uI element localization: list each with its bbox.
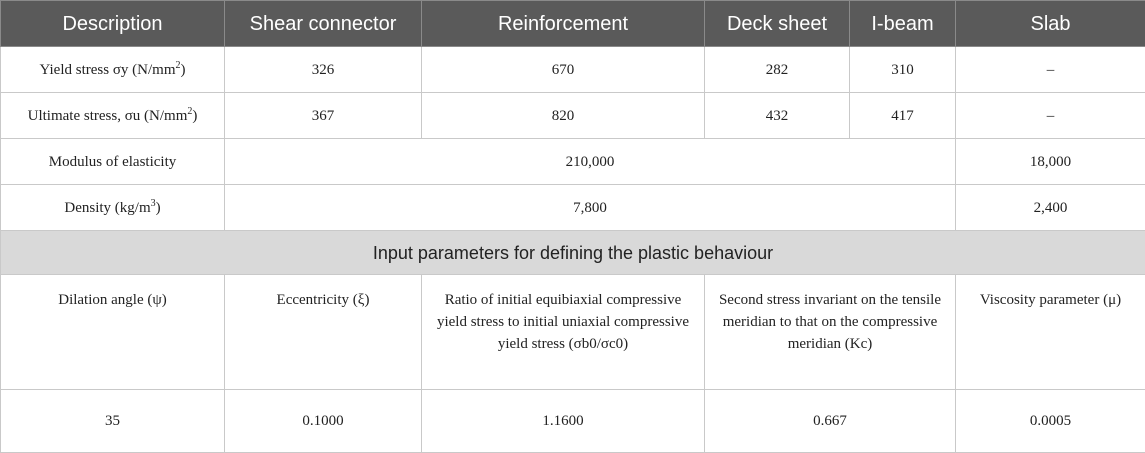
merged-value-cell: 7,800: [225, 185, 956, 231]
row-label-tail: ): [156, 200, 161, 216]
table-cell: 417: [850, 93, 956, 139]
section-title: Input parameters for defining the plastic behaviour: [1, 231, 1145, 275]
row-label: [1, 47, 225, 93]
table-cell: 670: [422, 47, 705, 93]
param-label-viscosity: Viscosity parameter (μ): [956, 275, 1145, 390]
row-label-tail: ): [192, 108, 197, 124]
row-label-text: Density (kg/m: [64, 200, 150, 216]
plastic-parameter-labels-row: [1, 275, 1145, 390]
table-cell: 432: [705, 93, 850, 139]
header-description: Description: [1, 1, 225, 47]
header-i-beam: I-beam: [850, 1, 956, 47]
table-cell: 820: [422, 93, 705, 139]
slab-value-cell: 2,400: [956, 185, 1145, 231]
table-row-density: [1, 185, 1145, 231]
section-header-row: [1, 231, 1145, 275]
param-label-stress-ratio: Ratio of initial equibiaxial compressive yield stress to initial uniaxial compressive yield stress (σb0/σc0): [422, 275, 705, 390]
row-label: [1, 93, 225, 139]
param-label-dilation-angle: Dilation angle (ψ): [1, 275, 225, 390]
header-reinforcement: Reinforcement: [422, 1, 705, 47]
header-slab: Slab: [956, 1, 1145, 47]
row-label: [1, 185, 225, 231]
plastic-parameter-values-row: [1, 390, 1145, 453]
header-shear-connector: Shear connector: [225, 1, 422, 47]
row-label-tail: ): [181, 62, 186, 78]
param-value-viscosity: 0.0005: [956, 390, 1145, 453]
param-label-eccentricity: Eccentricity (ξ): [225, 275, 422, 390]
param-label-kc: Second stress invariant on the tensile meridian to that on the compressive meridian (Kc): [705, 275, 956, 390]
table-cell: 326: [225, 47, 422, 93]
table-cell: –: [956, 93, 1145, 139]
param-value-kc: 0.667: [705, 390, 956, 453]
header-deck-sheet: Deck sheet: [705, 1, 850, 47]
table-cell: –: [956, 47, 1145, 93]
table-row-modulus: [1, 139, 1145, 185]
row-label-superscript: 3: [151, 198, 156, 209]
param-value-eccentricity: 0.1000: [225, 390, 422, 453]
table-cell: 282: [705, 47, 850, 93]
row-label-text: Yield stress σy (N/mm: [40, 62, 176, 78]
table-row-ultimate-stress: [1, 93, 1145, 139]
row-label-superscript: 2: [187, 106, 192, 117]
row-label: Modulus of elasticity: [1, 139, 225, 185]
row-label-text: Ultimate stress, σu (N/mm: [28, 108, 188, 124]
table-cell: 310: [850, 47, 956, 93]
table-cell: 367: [225, 93, 422, 139]
slab-value-cell: 18,000: [956, 139, 1145, 185]
merged-value-cell: 210,000: [225, 139, 956, 185]
param-value-stress-ratio: 1.1600: [422, 390, 705, 453]
table-row-yield-stress: [1, 47, 1145, 93]
row-label-superscript: 2: [176, 60, 181, 71]
header-row: [1, 1, 1145, 47]
param-value-dilation-angle: 35: [1, 390, 225, 453]
